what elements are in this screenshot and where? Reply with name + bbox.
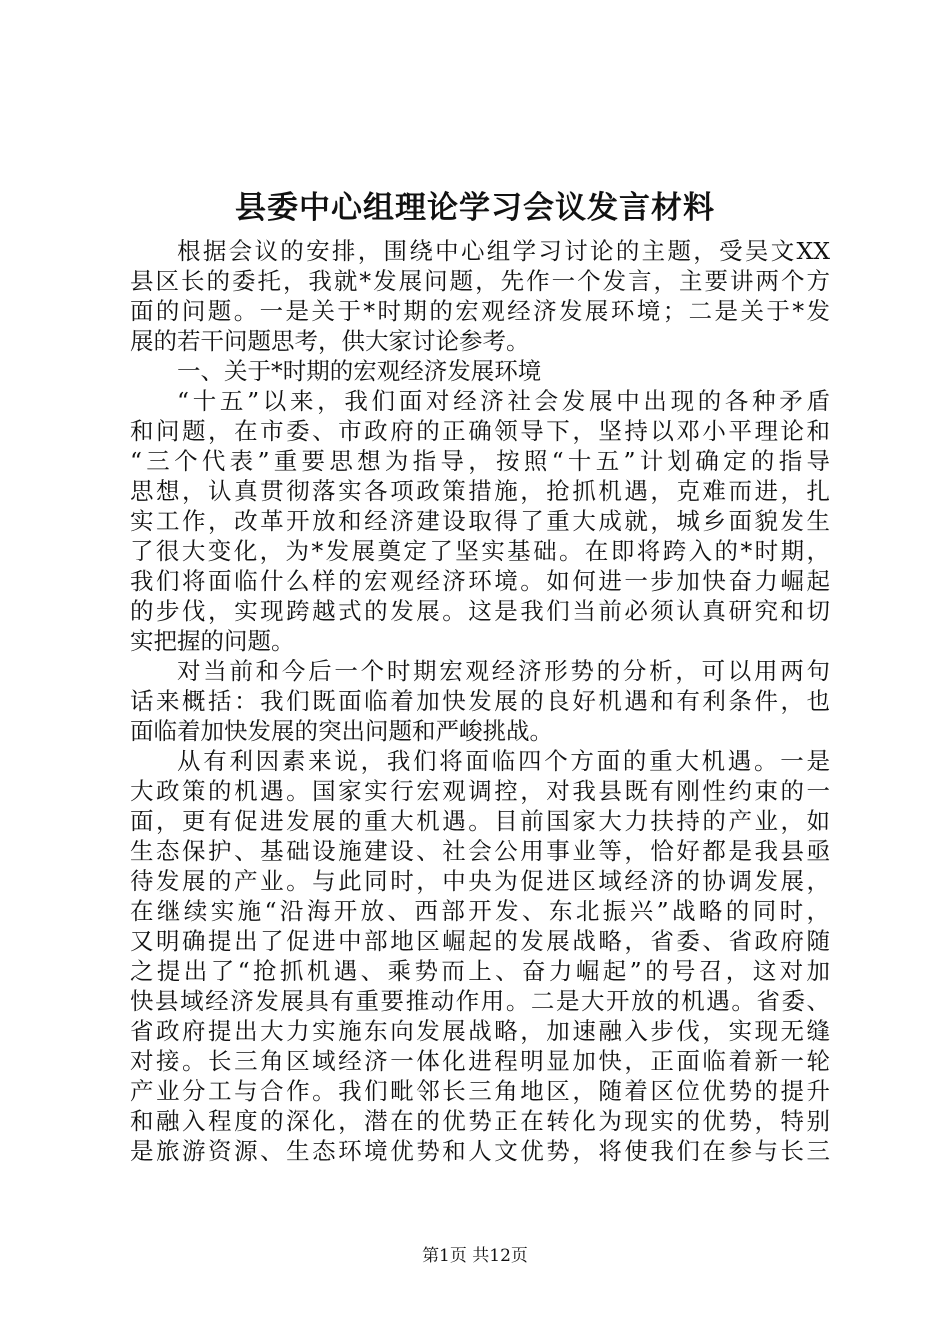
text-line: 是旅游资源、生态环境优势和人文优势，将使我们在参与长三 — [130, 1137, 830, 1165]
text-line: 之提出了“抢抓机遇、乘势而上、奋力崛起”的号召，这对加 — [130, 957, 830, 985]
document-title: 县委中心组理论学习会议发言材料 — [235, 190, 715, 226]
text-line: “三个代表”重要思想为指导，按照“十五”计划确定的指导 — [130, 447, 830, 475]
text-line: 一、关于*时期的宏观经济发展环境 — [177, 357, 542, 385]
text-line: 对接。长三角区域经济一体化进程明显加快，正面临着新一轮 — [130, 1047, 830, 1075]
document-body — [130, 236, 830, 1166]
text-line: 省政府提出大力实施东向发展战略，加速融入步伐，实现无缝 — [130, 1017, 830, 1045]
text-line: 从有利因素来说，我们将面临四个方面的重大机遇。一是 — [177, 747, 830, 775]
text-line: 思想，认真贯彻落实各项政策措施，抢抓机遇，克难而进，扎 — [130, 477, 830, 505]
text-line: 县区长的委托，我就*发展问题，先作一个发言，主要讲两个方 — [130, 267, 830, 295]
text-line: 快县域经济发展具有重要推动作用。二是大开放的机遇。省委、 — [130, 987, 830, 1015]
text-line: 的步伐，实现跨越式的发展。这是我们当前必须认真研究和切 — [130, 597, 830, 625]
text-line: 待发展的产业。与此同时，中央为促进区域经济的协调发展， — [130, 867, 830, 895]
text-line: 产业分工与合作。我们毗邻长三角地区，随着区位优势的提升 — [130, 1077, 830, 1105]
text-line: 和问题，在市委、市政府的正确领导下，坚持以邓小平理论和 — [130, 417, 830, 445]
text-line: 话来概括：我们既面临着加快发展的良好机遇和有利条件，也 — [130, 687, 830, 715]
text-line: 展的若干问题思考，供大家讨论参考。 — [130, 327, 530, 355]
text-line: 又明确提出了促进中部地区崛起的发展战略，省委、省政府随 — [130, 927, 830, 955]
text-line: 面的问题。一是关于*时期的宏观经济发展环境；二是关于*发 — [130, 297, 830, 325]
text-line: 在继续实施“沿海开放、西部开发、东北振兴”战略的同时， — [130, 897, 830, 925]
text-line: “十五”以来，我们面对经济社会发展中出现的各种矛盾 — [177, 387, 830, 415]
text-line: 大政策的机遇。国家实行宏观调控，对我县既有刚性约束的一 — [130, 777, 830, 805]
text-line: 和融入程度的深化，潜在的优势正在转化为现实的优势，特别 — [130, 1107, 830, 1135]
text-line: 对当前和今后一个时期宏观经济形势的分析，可以用两句 — [177, 657, 830, 685]
page-footer: 第1页 共12页 — [422, 1246, 528, 1266]
text-line: 了很大变化，为*发展奠定了坚实基础。在即将跨入的*时期， — [130, 537, 830, 565]
text-line: 面临着加快发展的突出问题和严峻挑战。 — [130, 717, 553, 745]
text-line: 面，更有促进发展的重大机遇。目前国家大力扶持的产业，如 — [130, 807, 830, 835]
text-line: 我们将面临什么样的宏观经济环境。如何进一步加快奋力崛起 — [130, 567, 830, 595]
text-line: 生态保护、基础设施建设、社会公用事业等，恰好都是我县亟 — [130, 837, 830, 865]
text-line: 实把握的问题。 — [130, 627, 295, 655]
text-line: 根据会议的安排，围绕中心组学习讨论的主题，受吴文XX — [177, 237, 830, 265]
text-line: 实工作，改革开放和经济建设取得了重大成就，城乡面貌发生 — [130, 507, 830, 535]
